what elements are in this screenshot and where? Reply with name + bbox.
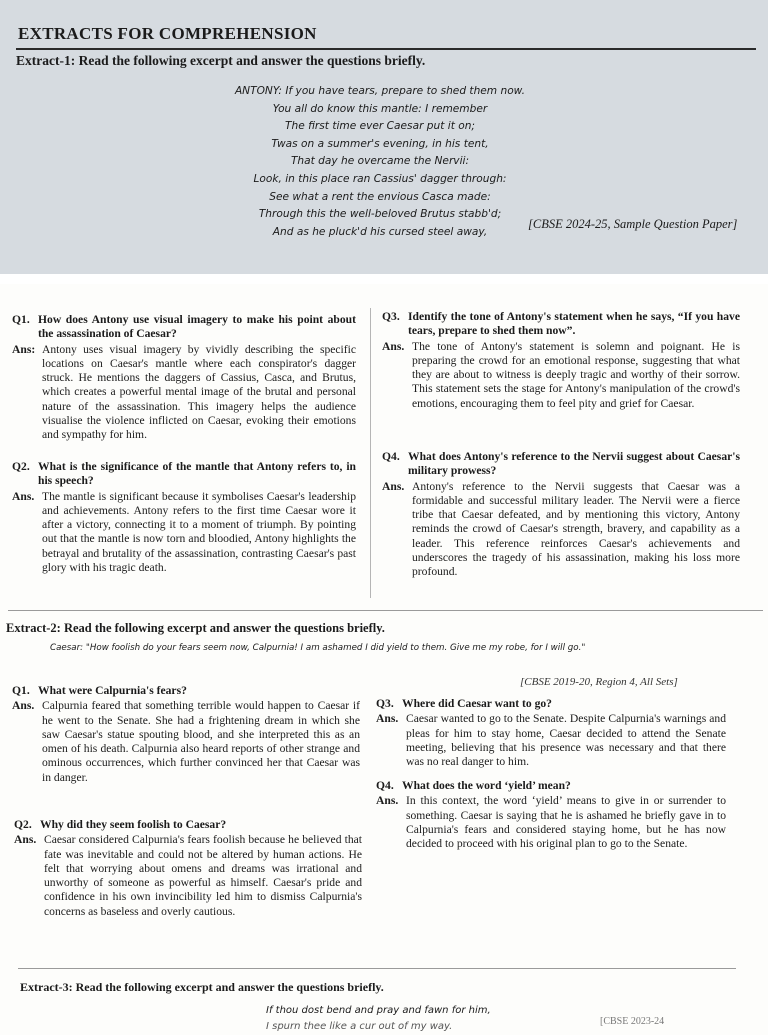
answer-text: Caesar wanted to go to the Senate. Despite Calpurnia's warnings and pleas for him to stay home, Caesar decided to attend the Senate meeting, believing that his presence was necessary and that there was no real danger to him.	[406, 712, 726, 769]
upper-page-photo	[0, 0, 768, 278]
extract3-source: [CBSE 2023-24	[600, 1016, 665, 1027]
question-label: Q1.	[12, 684, 30, 697]
page-gap	[0, 274, 768, 284]
answer-text: Antony uses visual imagery by vividly describing the specific locations on Caesar's mantle where each conspirator's dagger struck. He mentions the daggers of Cassius, Casca, and Brutus, which creates a powerful mental image of the brutal and personal nature of the assassination. This imagery helps the audience visualise the violence inflicted on Caesar, evoking their emotions and sympathy for him.	[42, 342, 356, 442]
ex1-q2	[12, 460, 356, 575]
answer-label: Ans.	[376, 794, 399, 808]
ex2-q4	[376, 779, 726, 851]
question-label: Q4.	[376, 779, 394, 792]
answer-label: Ans.	[376, 712, 399, 726]
question-label: Q1.	[12, 313, 30, 326]
poem-line: Twas on a summer's evening, in his tent,	[271, 137, 489, 150]
extract1-heading: Extract-1: Read the following excerpt and answer the questions briefly.	[16, 53, 426, 68]
answer-label: Ans:	[12, 342, 36, 356]
ex2-q2	[14, 818, 362, 919]
answer-label: Ans.	[382, 339, 405, 353]
extract3-poem	[266, 1003, 491, 1035]
section-divider	[8, 610, 763, 611]
extract1-poem	[230, 83, 530, 241]
question-text: Why did they seem foolish to Caesar?	[40, 818, 227, 831]
question-label: Q3.	[376, 697, 394, 710]
extract2-heading: Extract-2: Read the following excerpt and answer the questions briefly.	[6, 621, 385, 635]
section-divider	[18, 968, 736, 969]
answer-text: In this context, the word ‘yield’ means to give in or surrender to something. Caesar is saying that he is ashamed he briefly gave in to Calpurnia's fears and considered staying home, but he has now decided to proceed with his original plan to go to the Senate.	[406, 794, 726, 851]
ex2-q1	[12, 684, 360, 785]
ex1-q4	[382, 450, 740, 580]
question-text: What does the word ‘yield’ mean?	[402, 779, 571, 792]
answer-text: Calpurnia feared that something terrible would happen to Caesar if he went to the Senate. She had a frightening dream in which she saw Caesar's statue spouting blood, and she interpreted this as an omen of his death. Calpurnia also heard reports of other strange and ominous occurrences, which further convinced her that Caesar was in danger.	[42, 699, 360, 784]
poem-line: If thou dost bend and pray and fawn for him,	[266, 1005, 491, 1016]
poem-line: Through this the well-beloved Brutus stabb'd;	[258, 208, 502, 221]
poem-line: See what a rent the envious Casca made:	[269, 190, 491, 203]
answer-text: Caesar considered Calpurnia's fears foolish because he believed that fate was inevitable and could not be altered by human actions. He felt that worrying about omens and dreams was irrational and unworthy of someone as powerful as himself. Caesar's pride and confidence in his own invincibility led him to dismiss Calpurnia's concerns as baseless and overly cautious.	[44, 833, 362, 918]
question-text: How does Antony use visual imagery to make his point about the assassination of Caesar?	[38, 313, 356, 341]
question-label: Q4.	[382, 450, 400, 463]
question-label: Q2.	[14, 818, 32, 831]
question-text: What is the significance of the mantle that Antony refers to, in his speech?	[38, 460, 356, 488]
answer-text: The tone of Antony's statement is solemn and poignant. He is preparing the crowd for an emotional response, suggesting that what they are about to witness is deeply tragic and worthy of their sorrow. This statement sets the stage for Antony's manipulation of the crowd's emotions, encouraging them to feel pity and grief for Caesar.	[412, 339, 740, 410]
question-label: Q3.	[382, 310, 400, 323]
column-divider	[370, 308, 371, 598]
answer-text: The mantle is significant because it symbolises Caesar's leadership and achievements. Antony refers to the first time Caesar wore it after a victory, connecting it to a moment of triumph. By pointing out that the mantle is now torn and bloodied, Antony highlights the betrayal and brutality of the assassination, contrasting Caesar's past glory with his tragic death.	[42, 489, 356, 575]
answer-label: Ans.	[14, 833, 37, 847]
section-title: EXTRACTS FOR COMPREHENSION	[18, 24, 317, 43]
extract3-heading: Extract-3: Read the following excerpt and answer the questions briefly.	[20, 980, 384, 994]
question-text: Identify the tone of Antony's statement when he says, “If you have tears, prepare to shed them now”.	[408, 310, 740, 338]
extract1-source: [CBSE 2024-25, Sample Question Paper]	[528, 217, 738, 231]
answer-label: Ans.	[12, 489, 35, 503]
extract2-source: [CBSE 2019-20, Region 4, All Sets]	[520, 676, 678, 688]
ex1-q1	[12, 313, 356, 443]
poem-line: ANTONY: If you have tears, prepare to shed them now.	[234, 85, 526, 97]
extract2-quote: Caesar: "How foolish do your fears seem now, Calpurnia! I am ashamed I did yield to them. Give me my robe, for I will go."	[50, 643, 586, 653]
poem-line: The first time ever Caesar put it on;	[285, 120, 475, 133]
ex2-q3	[376, 697, 726, 769]
question-text: What were Calpurnia's fears?	[38, 684, 187, 697]
poem-line: That day he overcame the Nervii:	[290, 155, 470, 168]
question-text: What does Antony's reference to the Nervii suggest about Caesar's military prowess?	[408, 450, 740, 478]
poem-line: I spurn thee like a cur out of my way.	[266, 1021, 453, 1032]
question-label: Q2.	[12, 460, 30, 473]
poem-line: You all do know this mantle: I remember	[272, 102, 488, 115]
answer-label: Ans.	[12, 699, 35, 713]
poem-line: And as he pluck'd his cursed steel away,	[272, 225, 488, 238]
answer-text: Antony's reference to the Nervii suggests that Caesar was a formidable and successful military leader. The Nervii were a fierce tribe that Caesar defeated, and by mentioning this victory, Antony reminds the crowd of Caesar's strength, bravery, and capability as a leader. This reference reinforces Caesar's achievements and underscores the tragedy of his assassination, making his loss more profound.	[412, 479, 740, 579]
question-text: Where did Caesar want to go?	[402, 697, 552, 710]
title-underline	[16, 48, 756, 50]
answer-label: Ans.	[382, 479, 405, 493]
ex1-q3	[382, 310, 740, 411]
poem-line: Look, in this place ran Cassius' dagger through:	[253, 172, 507, 185]
